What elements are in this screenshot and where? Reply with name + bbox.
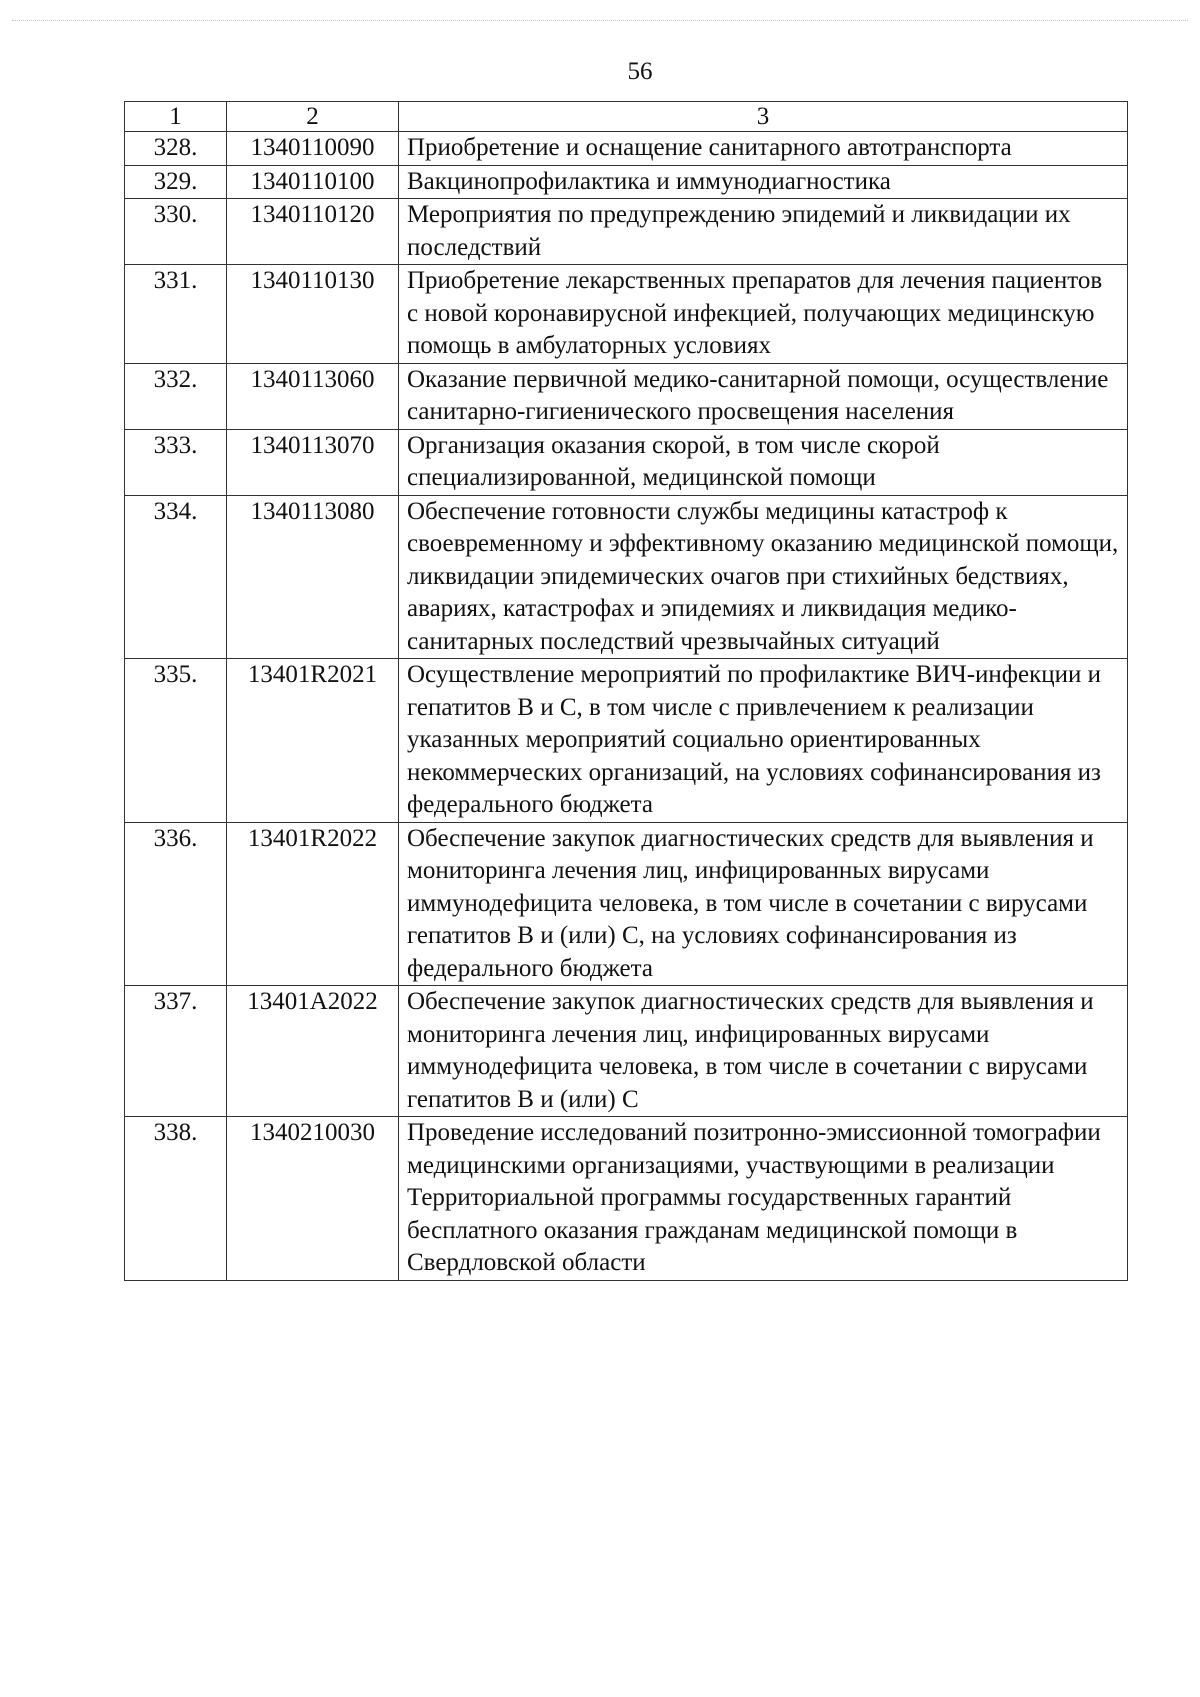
classification-code-cell: 13401R2022 xyxy=(227,822,399,986)
classification-code-cell: 1340113070 xyxy=(227,429,399,495)
table-row xyxy=(125,265,1128,364)
table-row xyxy=(125,1117,1128,1281)
column-header-2: 2 xyxy=(227,102,399,132)
row-number-cell: 337. xyxy=(125,986,227,1117)
row-number-cell: 333. xyxy=(125,429,227,495)
description-cell: Проведение исследований позитронно-эмиссионной томографии медицинскими организациями, участвующими в реализации Территориальной программы государственных гарантий бесплатного оказания гражданам медицинской помощи в Свердловской области xyxy=(399,1117,1128,1281)
column-header-1: 1 xyxy=(125,102,227,132)
description-cell: Обеспечение закупок диагностических средств для выявления и мониторинга лечения лиц, инфицированных вирусами иммунодефицита человека, в том числе в сочетании с вирусами гепатитов B и (или) C, на условиях софинансирования из федерального бюджета xyxy=(399,822,1128,986)
description-cell: Приобретение и оснащение санитарного автотранспорта xyxy=(399,132,1128,166)
classification-code-cell: 1340110130 xyxy=(227,265,399,364)
table-row xyxy=(125,986,1128,1117)
classification-code-cell: 13401R2021 xyxy=(227,659,399,823)
scan-top-rule xyxy=(12,20,1188,21)
page-number: 56 xyxy=(627,58,653,85)
description-cell: Обеспечение закупок диагностических средств для выявления и мониторинга лечения лиц, инфицированных вирусами иммунодефицита человека, в том числе в сочетании с вирусами гепатитов B и (или) C xyxy=(399,986,1128,1117)
description-cell: Мероприятия по предупреждению эпидемий и ликвидации их последствий xyxy=(399,199,1128,265)
table-row xyxy=(125,429,1128,495)
table-body xyxy=(125,102,1128,1281)
row-number-cell: 338. xyxy=(125,1117,227,1281)
classification-code-cell: 1340110100 xyxy=(227,165,399,199)
table-row xyxy=(125,132,1128,166)
row-number-cell: 328. xyxy=(125,132,227,166)
row-number-cell: 336. xyxy=(125,822,227,986)
description-cell: Вакцинопрофилактика и иммунодиагностика xyxy=(399,165,1128,199)
description-cell: Приобретение лекарственных препаратов для лечения пациентов с новой коронавирусной инфекцией, получающих медицинскую помощь в амбулаторных условиях xyxy=(399,265,1128,364)
row-number-cell: 331. xyxy=(125,265,227,364)
table-row xyxy=(125,495,1128,659)
row-number-cell: 332. xyxy=(125,363,227,429)
row-number-cell: 330. xyxy=(125,199,227,265)
description-cell: Осуществление мероприятий по профилактике ВИЧ-инфекции и гепатитов B и C, в том числе с привлечением к реализации указанных мероприятий социально ориентированных некоммерческих организаций, на условиях софинансирования из федерального бюджета xyxy=(399,659,1128,823)
table-row xyxy=(125,363,1128,429)
classification-code-cell: 1340210030 xyxy=(227,1117,399,1281)
row-number-cell: 335. xyxy=(125,659,227,823)
description-cell: Оказание первичной медико-санитарной помощи, осуществление санитарно-гигиенического просвещения населения xyxy=(399,363,1128,429)
row-number-cell: 329. xyxy=(125,165,227,199)
table-row xyxy=(125,199,1128,265)
classification-code-cell: 1340113080 xyxy=(227,495,399,659)
table-header-row xyxy=(125,102,1128,132)
table-row xyxy=(125,659,1128,823)
classification-code-cell: 1340113060 xyxy=(227,363,399,429)
row-number-cell: 334. xyxy=(125,495,227,659)
description-cell: Обеспечение готовности службы медицины катастроф к своевременному и эффективному оказанию медицинской помощи, ликвидации эпидемических очагов при стихийных бедствиях, авариях, катастрофах и эпидемиях и ликвидация медико-санитарных последствий чрезвычайных ситуаций xyxy=(399,495,1128,659)
classification-code-cell: 1340110090 xyxy=(227,132,399,166)
classification-code-cell: 1340110120 xyxy=(227,199,399,265)
budget-classification-table xyxy=(124,101,1128,1281)
table-row xyxy=(125,822,1128,986)
column-header-3: 3 xyxy=(399,102,1128,132)
description-cell: Организация оказания скорой, в том числе скорой специализированной, медицинской помощи xyxy=(399,429,1128,495)
classification-code-cell: 13401A2022 xyxy=(227,986,399,1117)
table-row xyxy=(125,165,1128,199)
